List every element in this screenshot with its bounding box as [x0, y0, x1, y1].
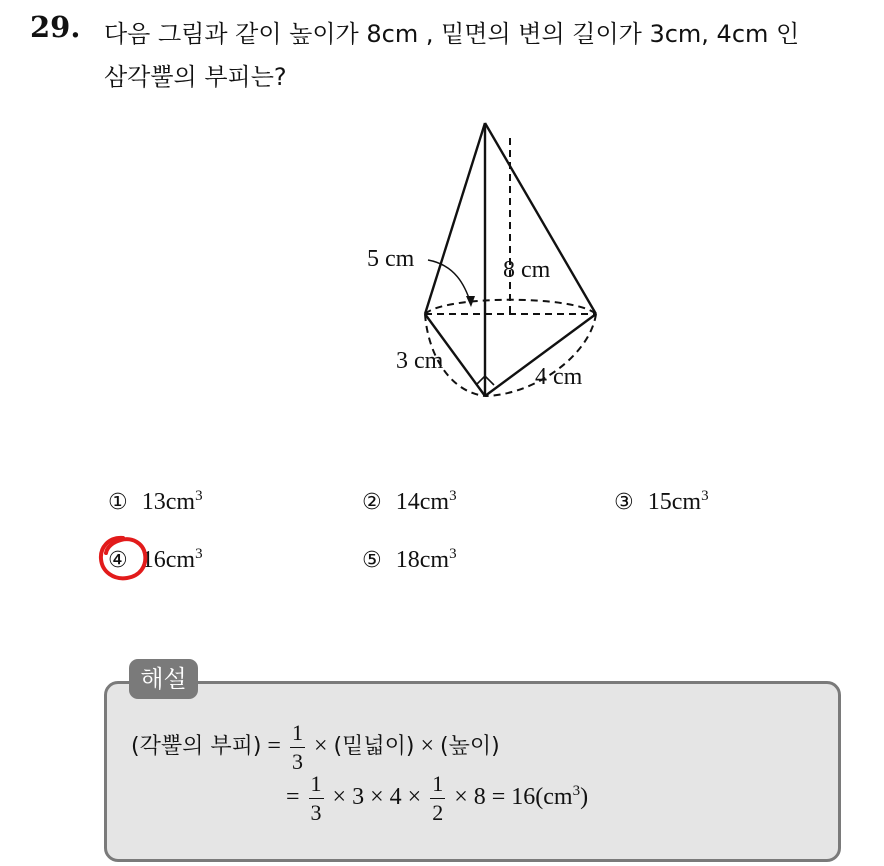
choice-5-mark: ⑤ [362, 548, 382, 573]
label-side-a: 3 cm [396, 348, 444, 374]
fraction-one-third: $\frac{1}{3}$ [291, 720, 303, 774]
fraction-one-half: $\frac{1}{2}$ [432, 771, 444, 825]
choice-2[interactable]: ② $14cm^3$ [362, 488, 457, 515]
solution-line-2: = $\frac{1}{3}$ × 3 × 4 × $\frac{1}{2}$ × $8 = 16(cm^3)$ [286, 771, 589, 825]
volume-lhs: (각뿔의 부피) [131, 734, 262, 760]
height-term: (높이) [440, 734, 500, 760]
choice-1-value: 13cm [141, 489, 196, 515]
label-height: 8 cm [503, 257, 551, 283]
choice-3-mark: ③ [614, 490, 634, 515]
label-side-b: 4 cm [535, 364, 583, 390]
base-area-term: (밑넓이) [333, 734, 415, 760]
edge-apex-left [425, 123, 485, 314]
pyramid-figure [350, 110, 630, 410]
choice-5[interactable]: ⑤ $18cm^3$ [362, 546, 457, 573]
choice-1-mark: ① [108, 490, 128, 515]
choice-2-value: 14cm [395, 489, 450, 515]
choice-4-value: 16cm [141, 547, 196, 573]
solution-tag: 해설 [129, 659, 198, 699]
question-number: 29. [30, 10, 81, 44]
selected-answer-circle [96, 534, 152, 584]
label-slant: 5 cm [367, 246, 415, 272]
choice-4-mark: ④ [108, 548, 128, 573]
edge-apex-right [485, 123, 596, 314]
choice-3[interactable]: ③ $15cm^3$ [614, 488, 709, 515]
choice-3-value: 15cm [647, 489, 702, 515]
choice-2-mark: ② [362, 490, 382, 515]
solution-result: = 16(cm [491, 784, 573, 811]
choice-4[interactable]: ④ $16cm^3$ [108, 546, 203, 573]
question-text-line1: 다음 그림과 같이 높이가 8cm , 밑면의 변의 길이가 3cm, 4cm 인 [104, 20, 800, 48]
question-text-line2: 삼각뿔의 부피는? [104, 63, 287, 91]
fraction-one-third-2: $\frac{1}{3}$ [310, 771, 322, 825]
solution-line-1: (각뿔의 부피) = $\frac{1}{3}$ × (밑넓이) × (높이) [131, 720, 500, 774]
choice-5-value: 18cm [395, 547, 450, 573]
choice-1[interactable]: ① $13cm^3$ [108, 488, 203, 515]
